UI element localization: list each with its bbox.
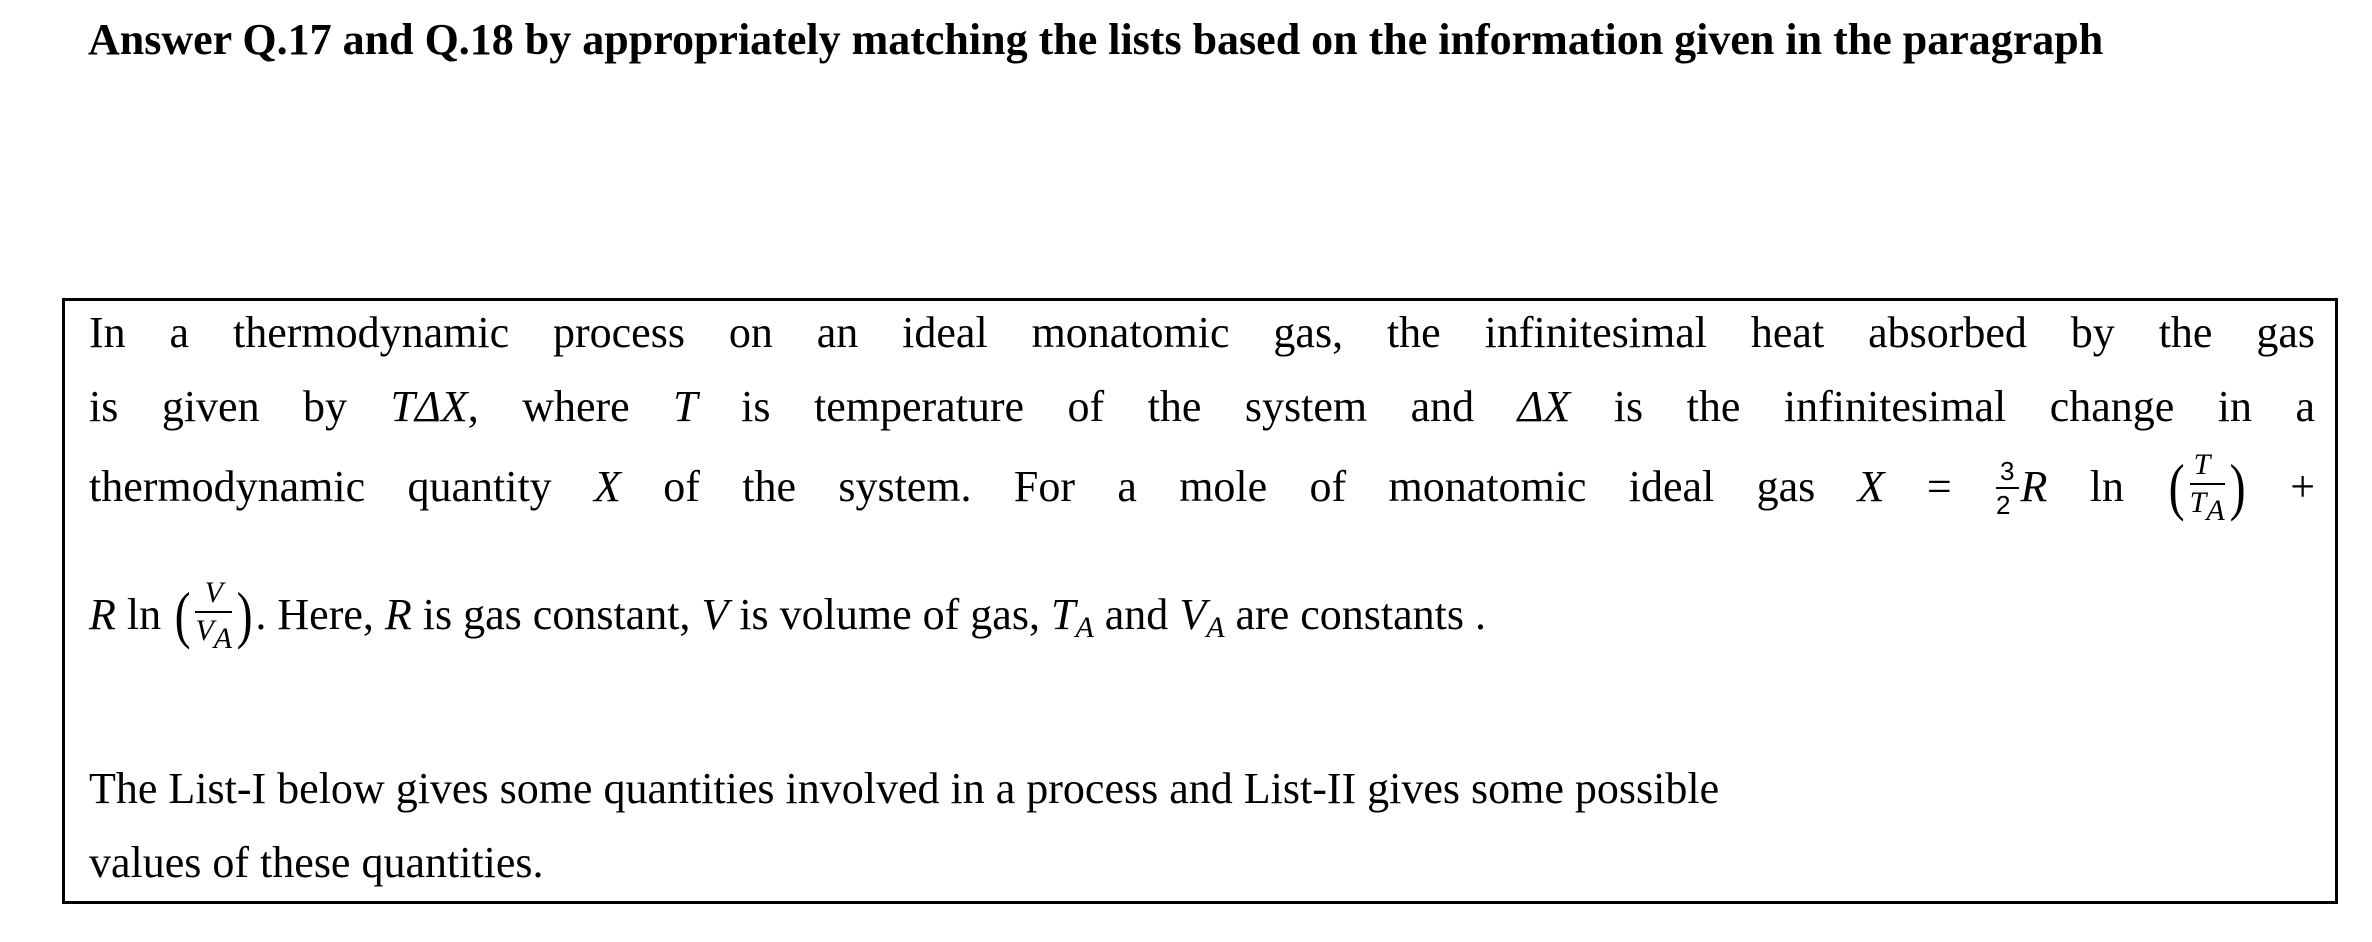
- right-paren: ): [236, 579, 253, 650]
- fraction-denominator: [195, 613, 232, 654]
- math-variable: X: [594, 462, 621, 512]
- paragraph-line-1: In a thermodynamic process on an ideal monatomic gas, the infinitesimal heat absorbed by the gas: [89, 308, 2315, 357]
- subscript-a: A: [2206, 494, 2225, 527]
- fraction-denominator: 2: [1996, 490, 2011, 520]
- fraction-numerator: 3: [1996, 458, 2018, 489]
- math-variable: V: [1179, 590, 1207, 640]
- right-paren: ): [2229, 451, 2246, 522]
- math-variable: T: [2193, 448, 2211, 481]
- paragraph-text: is the infinitesimal change in a: [1613, 382, 2316, 431]
- equation-x: [1857, 448, 2316, 527]
- fraction-numerator: [2190, 450, 2225, 485]
- paragraph-line-4: [89, 576, 1486, 657]
- list-intro-line-2: values of these quantities.: [89, 838, 544, 887]
- paragraph-line-3: [89, 448, 2316, 529]
- paragraph-text: of the system. For a mole of monatomic ideal gas: [663, 462, 1816, 512]
- math-variable: T: [2189, 486, 2207, 519]
- math-expression: TΔX: [390, 382, 468, 431]
- math-variable: V: [195, 614, 214, 647]
- math-variable: R: [2020, 462, 2048, 512]
- equals-sign: =: [1926, 462, 1952, 512]
- math-variable: X: [1857, 462, 1885, 512]
- math-variable: R: [89, 590, 116, 640]
- subscript-a: A: [1075, 611, 1094, 645]
- paragraph-text: is gas constant,: [422, 590, 691, 640]
- fraction-v-over-va: [195, 578, 232, 654]
- math-variable: T: [1050, 590, 1076, 640]
- math-variable: R: [384, 590, 412, 640]
- paragraph-text: , where: [467, 382, 630, 431]
- paragraph-text: is given by: [89, 382, 348, 431]
- math-variable: V: [701, 590, 729, 640]
- ln-function: ln: [2089, 462, 2124, 512]
- paragraph-text: is volume of gas,: [739, 590, 1040, 640]
- ln-function: ln: [126, 590, 162, 640]
- fraction-three-halves: [1996, 458, 2018, 518]
- fraction-denominator: [2190, 485, 2225, 526]
- math-variable: V: [204, 576, 223, 609]
- math-variable: T: [673, 382, 698, 431]
- subscript-a: A: [213, 622, 233, 655]
- math-expression: ΔX: [1517, 382, 1571, 431]
- paragraph-text: thermodynamic quantity: [89, 462, 552, 512]
- left-paren: (: [2168, 451, 2185, 522]
- plus-sign: +: [2290, 462, 2316, 512]
- paragraph-text: . Here,: [255, 590, 374, 640]
- subscript-a: A: [1206, 611, 1225, 645]
- question-heading: Answer Q.17 and Q.18 by appropriately matching the lists based on the information given in the paragraph: [88, 15, 2104, 64]
- paragraph-text: are constants .: [1235, 590, 1486, 640]
- fraction-numerator: [195, 578, 232, 613]
- paragraph-line-2: [89, 381, 2315, 432]
- paragraph-text: and: [1104, 590, 1169, 640]
- paragraph-text: is temperature of the system and: [741, 382, 1475, 431]
- list-intro-line-1: The List-I below gives some quantities involved in a process and List-II gives some possible: [89, 764, 1720, 813]
- paragraph-box: [62, 298, 2338, 904]
- left-paren: (: [174, 579, 191, 650]
- fraction-t-over-ta: [2190, 450, 2225, 526]
